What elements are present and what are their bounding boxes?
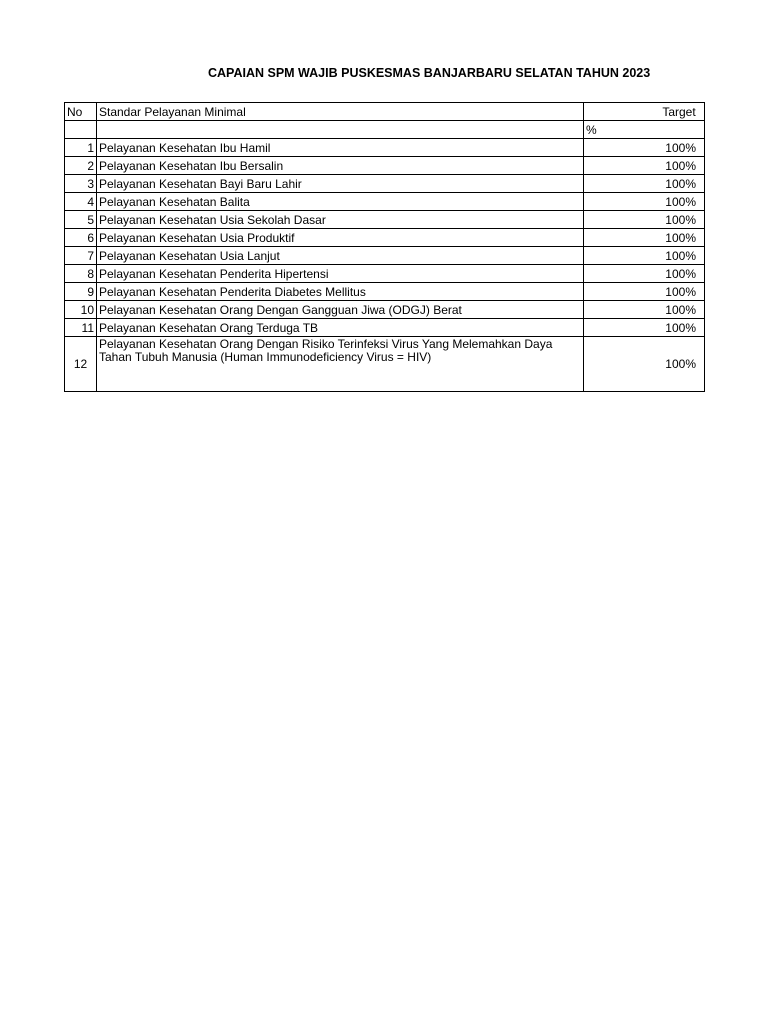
table-row: [65, 139, 705, 157]
row-target: 100%: [584, 337, 705, 392]
page-title: CAPAIAN SPM WAJIB PUSKESMAS BANJARBARU SELATAN TAHUN 2023: [208, 66, 651, 80]
row-target: 100%: [584, 139, 705, 157]
row-standard: Pelayanan Kesehatan Balita: [97, 193, 584, 211]
table-row: [65, 283, 705, 301]
row-target: 100%: [584, 193, 705, 211]
row-standard: Pelayanan Kesehatan Usia Produktif: [97, 229, 584, 247]
row-target: 100%: [584, 211, 705, 229]
row-target: 100%: [584, 247, 705, 265]
header-standard: Standar Pelayanan Minimal: [97, 103, 584, 121]
row-target: 100%: [584, 229, 705, 247]
row-number: 1: [65, 139, 97, 157]
table-row: [65, 301, 705, 319]
row-number: 2: [65, 157, 97, 175]
table-row: [65, 211, 705, 229]
table-row: [65, 247, 705, 265]
row-number: 4: [65, 193, 97, 211]
row-target: 100%: [584, 175, 705, 193]
header-target: Target: [584, 103, 705, 121]
row-target: 100%: [584, 283, 705, 301]
row-number: 6: [65, 229, 97, 247]
row-standard: Pelayanan Kesehatan Usia Sekolah Dasar: [97, 211, 584, 229]
row-standard: Pelayanan Kesehatan Orang Dengan Gangguan Jiwa (ODGJ) Berat: [97, 301, 584, 319]
row-standard: Pelayanan Kesehatan Usia Lanjut: [97, 247, 584, 265]
row-target: 100%: [584, 319, 705, 337]
table-row: [65, 157, 705, 175]
row-number: 3: [65, 175, 97, 193]
row-standard: Pelayanan Kesehatan Orang Dengan Risiko Terinfeksi Virus Yang Melemahkan Daya Tahan Tubuh Manusia (Human Immunodeficiency Virus = HIV): [97, 337, 584, 392]
row-number: 5: [65, 211, 97, 229]
spm-table-container: [64, 102, 696, 394]
row-standard: Pelayanan Kesehatan Ibu Bersalin: [97, 157, 584, 175]
row-number: 11: [65, 319, 97, 337]
subheader-row: [65, 121, 705, 139]
row-target: 100%: [584, 157, 705, 175]
spm-table: [64, 102, 705, 392]
row-target: 100%: [584, 265, 705, 283]
row-number: 12: [65, 337, 97, 392]
row-standard: Pelayanan Kesehatan Bayi Baru Lahir: [97, 175, 584, 193]
table-row: [65, 175, 705, 193]
subheader-standard-cell: [97, 121, 584, 139]
table-row: [65, 265, 705, 283]
row-number: 10: [65, 301, 97, 319]
subheader-target-unit: %: [584, 121, 705, 139]
row-standard: Pelayanan Kesehatan Orang Terduga TB: [97, 319, 584, 337]
row-standard: Pelayanan Kesehatan Penderita Diabetes Mellitus: [97, 283, 584, 301]
row-number: 8: [65, 265, 97, 283]
table-row: [65, 193, 705, 211]
row-standard: Pelayanan Kesehatan Penderita Hipertensi: [97, 265, 584, 283]
header-row: [65, 103, 705, 121]
table-row: [65, 319, 705, 337]
row-number: 7: [65, 247, 97, 265]
row-target: 100%: [584, 301, 705, 319]
table-row: [65, 229, 705, 247]
row-number: 9: [65, 283, 97, 301]
row-standard: Pelayanan Kesehatan Ibu Hamil: [97, 139, 584, 157]
table-row: [65, 337, 705, 392]
subheader-no-cell: [65, 121, 97, 139]
header-no: No: [65, 103, 97, 121]
